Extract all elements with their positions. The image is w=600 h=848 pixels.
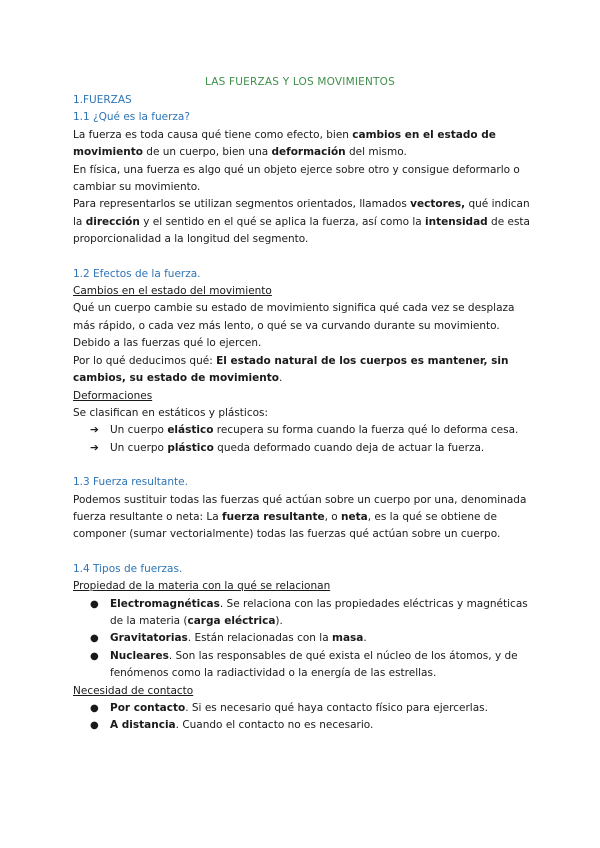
bullet-icon: ● bbox=[90, 598, 99, 610]
arrow-list bbox=[73, 422, 533, 457]
list-item: ● Electromagnéticas. Se relaciona con las propiedades eléctricas y magnéticas de la materia (carga eléctrica). bbox=[90, 597, 528, 627]
subsection-heading: 1.2 Efectos de la fuerza. bbox=[73, 267, 201, 280]
underlined-heading: Cambios en el estado del movimiento bbox=[73, 285, 272, 298]
bullet-icon: ● bbox=[90, 720, 99, 732]
subsection-heading: 1.1 ¿Qué es la fuerza? bbox=[73, 111, 190, 124]
underlined-heading: Deformaciones bbox=[73, 389, 153, 402]
paragraph: Por lo qué deducimos qué: El estado natural de los cuerpos es mantener, sin cambios, su estado de movimiento. bbox=[73, 354, 509, 385]
paragraph: Qué un cuerpo cambie su estado de movimiento significa qué cada vez se desplaza más rápido, o cada vez más lento, o qué se va curvando durante su movimiento. Debido a las fuerzas qué lo ejercen. bbox=[73, 302, 515, 350]
subsection-heading: 1.4 Tipos de fuerzas. bbox=[73, 562, 183, 575]
bullet-icon: ● bbox=[90, 703, 99, 714]
paragraph: Se clasifican en estáticos y plásticos: bbox=[73, 406, 269, 419]
paragraph: En física, una fuerza es algo qué un objeto ejerce sobre otro y consigue deformarlo o cambiar su movimiento. bbox=[73, 163, 520, 194]
bullet-list bbox=[73, 596, 533, 683]
list-item: ● Por contacto. Si es necesario qué haya contacto físico para ejercerlas. bbox=[73, 700, 533, 717]
bullet-icon: ● bbox=[90, 633, 99, 645]
list-item: ● Nucleares. Son las responsables de qué exista el núcleo de los átomos, y de fenómenos como la radiactividad o la energía de las estrellas. bbox=[90, 649, 518, 680]
list-item: ➔ Un cuerpo plástico queda deformado cuando deja de actuar la fuerza. bbox=[73, 440, 533, 457]
document-body bbox=[73, 92, 533, 735]
list-item: ➔ Un cuerpo elástico recupera su forma cuando la fuerza qué lo deforma cesa. bbox=[73, 422, 533, 439]
paragraph: Para representarlos se utilizan segmentos orientados, llamados vectores, qué indican la dirección y el sentido en el qué se aplica la fuerza, así como la intensidad de esta proporcionalidad a la longitud del segmento. bbox=[73, 198, 530, 246]
underlined-heading: Propiedad de la materia con la qué se relacionan bbox=[73, 580, 331, 593]
bullet-icon: ● bbox=[90, 650, 99, 662]
paragraph: Podemos sustituir todas las fuerzas qué actúan sobre un cuerpo por una, denominada fuerza resultante o neta: La fuerza resultante, o neta, es la qué se obtiene de componer (sumar vectorialmente) todas las fuerzas qué actúan sobre un cuerpo. bbox=[73, 493, 527, 541]
list-item: ● Gravitatorias. Están relacionadas con la masa. bbox=[73, 630, 533, 647]
document-title: LAS FUERZAS Y LOS MOVIMIENTOS bbox=[204, 76, 395, 88]
arrow-icon: ➔ bbox=[90, 424, 99, 437]
bullet-list bbox=[73, 700, 533, 735]
underlined-heading: Necesidad de contacto bbox=[73, 684, 194, 697]
arrow-icon: ➔ bbox=[90, 441, 99, 454]
section-heading: 1.FUERZAS bbox=[73, 94, 132, 106]
subsection-heading: 1.3 Fuerza resultante. bbox=[73, 476, 188, 489]
list-item: ● A distancia. Cuando el contacto no es necesario. bbox=[73, 717, 533, 734]
paragraph: La fuerza es toda causa qué tiene como efecto, bien cambios en el estado de movimiento de un cuerpo, bien una deformación del mismo. bbox=[73, 128, 496, 159]
